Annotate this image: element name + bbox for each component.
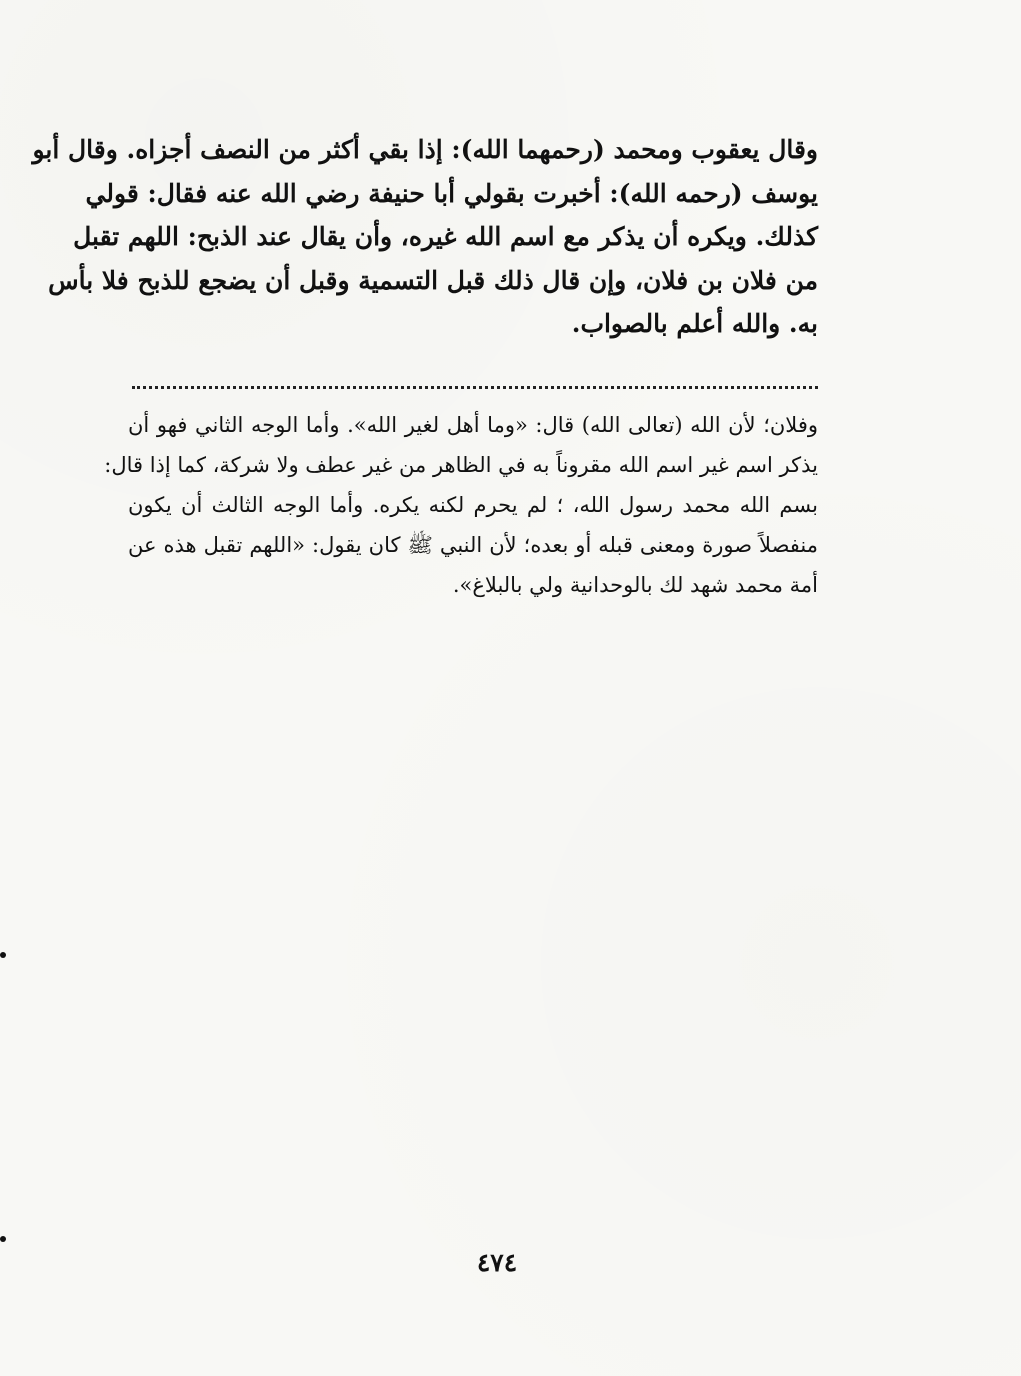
main-line-1: وقال يعقوب ومحمد (رحمهما الله): إذا بقي أكثر من النصف أجزاه. وقال أبو [32, 135, 818, 164]
main-paragraph [32, 128, 818, 346]
margin-mark [0, 952, 6, 958]
footnote-line-4: منفصلاً صورة ومعنى قبله أو بعده؛ لأن النبي ﷺ كان يقول: «اللهم تقبل هذه عن [128, 533, 818, 557]
main-line-3: كذلك. ويكره أن يذكر مع اسم الله غيره، وأن يقال عند الذبح: اللهم تقبل [73, 222, 818, 251]
page-number: ٤٧٤ [476, 1248, 518, 1277]
footnote-line-1: وفلان؛ لأن الله (تعالى الله) قال: «وما أهل لغير الله». وأما الوجه الثاني فهو أن [128, 413, 818, 437]
main-line-4: من فلان بن فلان، وإن قال ذلك قبل التسمية وقبل أن يضجع للذبح فلا بأس [48, 265, 818, 295]
main-line-5: به. والله أعلم بالصواب. [571, 309, 818, 338]
footnote-separator [132, 386, 818, 389]
footnote-line-2: يذكر اسم غير اسم الله مقروناً به في الظاهر من غير عطف ولا شركة، كما إذا قال: [104, 453, 818, 477]
footnote-paragraph [104, 405, 818, 605]
footnote-line-5: أمة محمد شهد لك بالوحدانية ولي بالبلاغ». [452, 573, 818, 597]
footnote-line-3: بسم الله محمد رسول الله، ؛ لم يحرم لكنه يكره. وأما الوجه الثالث أن يكون [128, 493, 818, 517]
main-line-2: يوسف (رحمه الله): أخبرت بقولي أبا حنيفة رضي الله عنه فقال: قولي [85, 178, 818, 208]
margin-mark [0, 1236, 6, 1242]
